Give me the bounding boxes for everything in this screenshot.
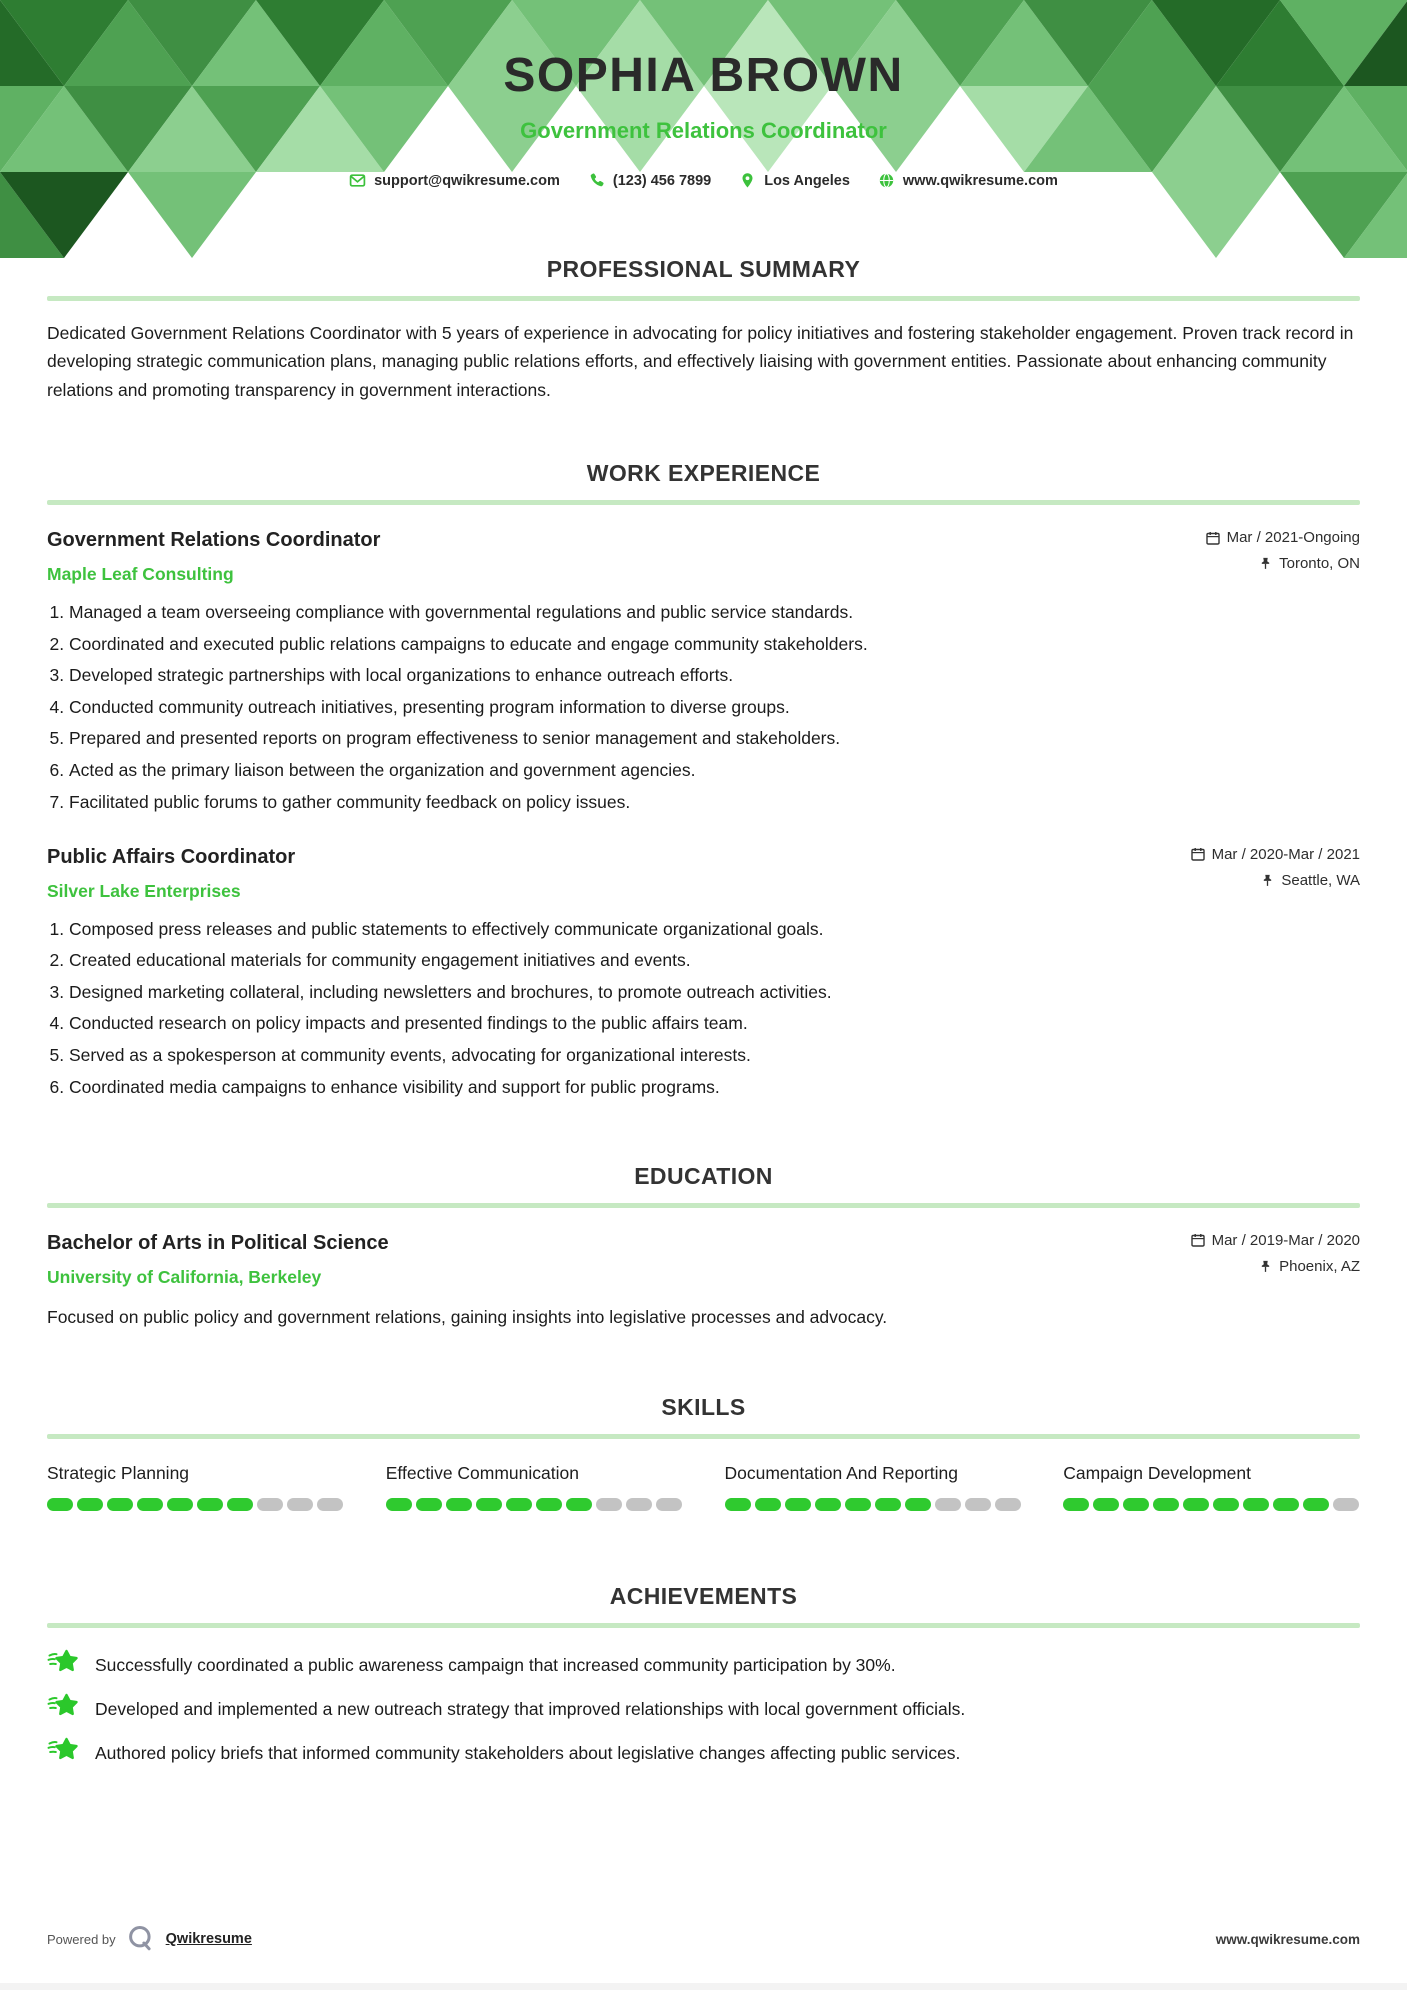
- section-experience: [47, 460, 1360, 1099]
- job-location: [1206, 555, 1360, 572]
- skill-segment-empty: [596, 1498, 622, 1511]
- star-icon: [47, 1735, 81, 1767]
- footer-branding: [47, 1924, 252, 1954]
- achievement-text: Successfully coordinated a public awareness campaign that increased community participation by 30%.: [95, 1654, 896, 1675]
- experience-bullet: 4. Conducted research on policy impacts and presented findings to the public affairs team.: [69, 1012, 1360, 1035]
- pushpin-icon: [1259, 557, 1272, 570]
- skill-segment-filled: [227, 1498, 253, 1511]
- qwikresume-link[interactable]: Qwikresume: [165, 1931, 252, 1947]
- school-name: University of California, Berkeley: [47, 1266, 322, 1287]
- job-dates: [1191, 846, 1360, 863]
- contact-location[interactable]: [739, 172, 850, 189]
- contact-website[interactable]: [878, 172, 1058, 189]
- experience-bullet: 1. Managed a team overseeing compliance with governmental regulations and public service standards.: [69, 601, 1360, 624]
- qwikresume-logo: [126, 1924, 156, 1954]
- skill-item: [47, 1463, 344, 1511]
- contact-phone[interactable]: [588, 172, 711, 189]
- skill-segment-empty: [626, 1498, 652, 1511]
- skill-segment-filled: [77, 1498, 103, 1511]
- education-location: [1191, 1258, 1360, 1275]
- header-overlay: [0, 0, 1407, 258]
- contact-location-text: Los Angeles: [764, 172, 850, 189]
- skill-name: Documentation And Reporting: [724, 1463, 958, 1483]
- skill-segment-empty: [656, 1498, 682, 1511]
- skill-segment-filled: [566, 1498, 592, 1511]
- resume-header: [0, 0, 1407, 258]
- achievements-list: [47, 1650, 1360, 1767]
- skill-segment-empty: [995, 1498, 1021, 1511]
- pushpin-icon: [1261, 874, 1274, 887]
- contact-email[interactable]: [349, 172, 560, 189]
- skill-segment-filled: [1243, 1498, 1269, 1511]
- job-location: [1191, 872, 1360, 889]
- skill-segment-filled: [725, 1498, 751, 1511]
- skill-segment-empty: [1333, 1498, 1359, 1511]
- skill-segment-filled: [1183, 1498, 1209, 1511]
- experience-bullet: 2. Created educational materials for community engagement initiatives and events.: [69, 949, 1360, 972]
- section-divider: [47, 1203, 1360, 1208]
- job-location-text: Toronto, ON: [1279, 555, 1360, 573]
- skill-segment-filled: [506, 1498, 532, 1511]
- pushpin-icon: [1259, 1260, 1272, 1273]
- job-bullet-list: [47, 918, 1360, 1099]
- job-title: Public Affairs Coordinator: [47, 845, 296, 868]
- calendar-icon: [1191, 847, 1205, 861]
- calendar-icon: [1191, 1233, 1205, 1247]
- skill-segment-filled: [785, 1498, 811, 1511]
- experience-bullet: 7. Facilitated public forums to gather community feedback on policy issues.: [69, 791, 1360, 814]
- skill-segment-filled: [167, 1498, 193, 1511]
- education-dates-text: Mar / 2019-Mar / 2020: [1211, 1231, 1360, 1249]
- job-location-text: Seattle, WA: [1281, 871, 1360, 889]
- experience-bullet: 3. Developed strategic partnerships with local organizations to enhance outreach efforts.: [69, 664, 1360, 687]
- star-icon: [47, 1647, 81, 1679]
- education-location-text: Phoenix, AZ: [1279, 1257, 1360, 1275]
- skill-name: Strategic Planning: [47, 1463, 190, 1483]
- skill-segment-filled: [416, 1498, 442, 1511]
- section-summary: [47, 256, 1360, 404]
- powered-by-label: Powered by: [47, 1931, 116, 1947]
- skill-segment-empty: [965, 1498, 991, 1511]
- section-achievements: [47, 1583, 1360, 1767]
- skill-segment-filled: [905, 1498, 931, 1511]
- job-dates: [1206, 529, 1360, 546]
- email-icon: [349, 172, 366, 189]
- skill-level-bar: [47, 1498, 344, 1511]
- skill-segment-filled: [1093, 1498, 1119, 1511]
- skill-segment-filled: [1213, 1498, 1239, 1511]
- skill-item: [1063, 1463, 1360, 1511]
- skill-segment-filled: [845, 1498, 871, 1511]
- page-footer: [47, 1924, 1360, 1954]
- skill-level-bar: [725, 1498, 1022, 1511]
- skill-segment-filled: [536, 1498, 562, 1511]
- section-education: [47, 1163, 1360, 1330]
- skill-item: [725, 1463, 1022, 1511]
- experience-bullet: 5. Served as a spokesperson at community events, advocating for organizational interests.: [69, 1044, 1360, 1067]
- job-bullet-list: [47, 601, 1360, 814]
- experience-bullet: 1. Composed press releases and public statements to effectively communicate organizational goals.: [69, 918, 1360, 941]
- star-icon: [47, 1691, 81, 1723]
- job-company: Silver Lake Enterprises: [47, 880, 241, 901]
- contact-phone-text: (123) 456 7899: [612, 172, 712, 189]
- skill-segment-filled: [1273, 1498, 1299, 1511]
- skill-segment-filled: [476, 1498, 502, 1511]
- skill-level-bar: [386, 1498, 683, 1511]
- skill-name: Campaign Development: [1063, 1463, 1251, 1483]
- job-entry: [47, 529, 1360, 814]
- section-divider: [47, 1434, 1360, 1439]
- skill-segment-filled: [1063, 1498, 1089, 1511]
- experience-heading: WORK EXPERIENCE: [586, 460, 821, 487]
- skill-segment-empty: [935, 1498, 961, 1511]
- skill-name: Effective Communication: [385, 1463, 579, 1483]
- achievement-item: [47, 1694, 1360, 1723]
- section-skills: [47, 1394, 1360, 1511]
- skill-segment-empty: [287, 1498, 313, 1511]
- job-entry: [47, 846, 1360, 1099]
- section-divider: [47, 296, 1360, 301]
- contact-website-text: www.qwikresume.com: [902, 172, 1058, 189]
- skill-segment-filled: [1153, 1498, 1179, 1511]
- skills-grid: [47, 1463, 1360, 1511]
- summary-heading: PROFESSIONAL SUMMARY: [546, 256, 861, 282]
- job-dates-text: Mar / 2021-Ongoing: [1226, 529, 1360, 547]
- experience-bullet: 2. Coordinated and executed public relations campaigns to educate and engage community stakeholders.: [69, 633, 1360, 656]
- skill-segment-empty: [257, 1498, 283, 1511]
- candidate-name: SOPHIA BROWN: [503, 49, 904, 102]
- skill-segment-empty: [317, 1498, 343, 1511]
- calendar-icon: [1206, 531, 1220, 545]
- globe-icon: [878, 172, 895, 189]
- page-bottom-strip: [0, 1983, 1407, 1990]
- skills-heading: SKILLS: [661, 1394, 746, 1420]
- job-title: Government Relations Coordinator: [47, 529, 381, 552]
- location-pin-icon: [739, 172, 756, 189]
- skill-level-bar: [1063, 1498, 1360, 1511]
- skill-segment-filled: [107, 1498, 133, 1511]
- candidate-job-title: Government Relations Coordinator: [520, 118, 887, 143]
- achievements-heading: ACHIEVEMENTS: [609, 1582, 798, 1609]
- experience-bullet: 5. Prepared and presented reports on program effectiveness to senior management and stakeholders.: [69, 727, 1360, 750]
- footer-website[interactable]: www.qwikresume.com: [1215, 1931, 1360, 1947]
- phone-icon: [588, 172, 605, 189]
- skill-segment-filled: [137, 1498, 163, 1511]
- education-heading: EDUCATION: [634, 1162, 773, 1189]
- skill-segment-filled: [1123, 1498, 1149, 1511]
- skill-segment-filled: [755, 1498, 781, 1511]
- education-dates: [1191, 1232, 1360, 1249]
- skill-segment-filled: [875, 1498, 901, 1511]
- skill-segment-filled: [446, 1498, 472, 1511]
- skill-segment-filled: [386, 1498, 412, 1511]
- achievement-item: [47, 1650, 1360, 1679]
- education-entry: [47, 1232, 1360, 1330]
- experience-bullet: 4. Conducted community outreach initiatives, presenting program information to diverse groups.: [69, 696, 1360, 719]
- skill-segment-filled: [815, 1498, 841, 1511]
- summary-text: Dedicated Government Relations Coordinator with 5 years of experience in advocating for policy initiatives and fostering stakeholder engagement. Proven track record in developing strategic communication plans, managing public relations efforts, and effectively liaising with government entities. Passionate about enhancing community relations and promoting transparency in government interactions.: [47, 323, 1354, 400]
- section-divider: [47, 500, 1360, 505]
- achievement-item: [47, 1738, 1360, 1767]
- job-company: Maple Leaf Consulting: [47, 564, 234, 585]
- job-dates-text: Mar / 2020-Mar / 2021: [1211, 845, 1360, 863]
- resume-body: [0, 256, 1407, 1767]
- skill-item: [386, 1463, 683, 1511]
- education-description: Focused on public policy and government relations, gaining insights into legislative processes and advocacy.: [47, 1306, 888, 1327]
- contact-email-text: support@qwikresume.com: [374, 172, 560, 189]
- experience-bullet: 3. Designed marketing collateral, including newsletters and brochures, to promote outreach activities.: [69, 981, 1360, 1004]
- skill-segment-filled: [47, 1498, 73, 1511]
- achievement-text: Authored policy briefs that informed community stakeholders about legislative changes affecting public services.: [95, 1742, 961, 1763]
- experience-bullet: 6. Acted as the primary liaison between the organization and government agencies.: [69, 759, 1360, 782]
- contact-row: [0, 172, 1407, 189]
- skill-segment-filled: [197, 1498, 223, 1511]
- skill-segment-filled: [1303, 1498, 1329, 1511]
- section-divider: [47, 1623, 1360, 1628]
- achievement-text: Developed and implemented a new outreach strategy that improved relationships with local government officials.: [95, 1698, 966, 1719]
- experience-bullet: 6. Coordinated media campaigns to enhance visibility and support for public programs.: [69, 1076, 1360, 1099]
- degree-title: Bachelor of Arts in Political Science: [47, 1231, 389, 1254]
